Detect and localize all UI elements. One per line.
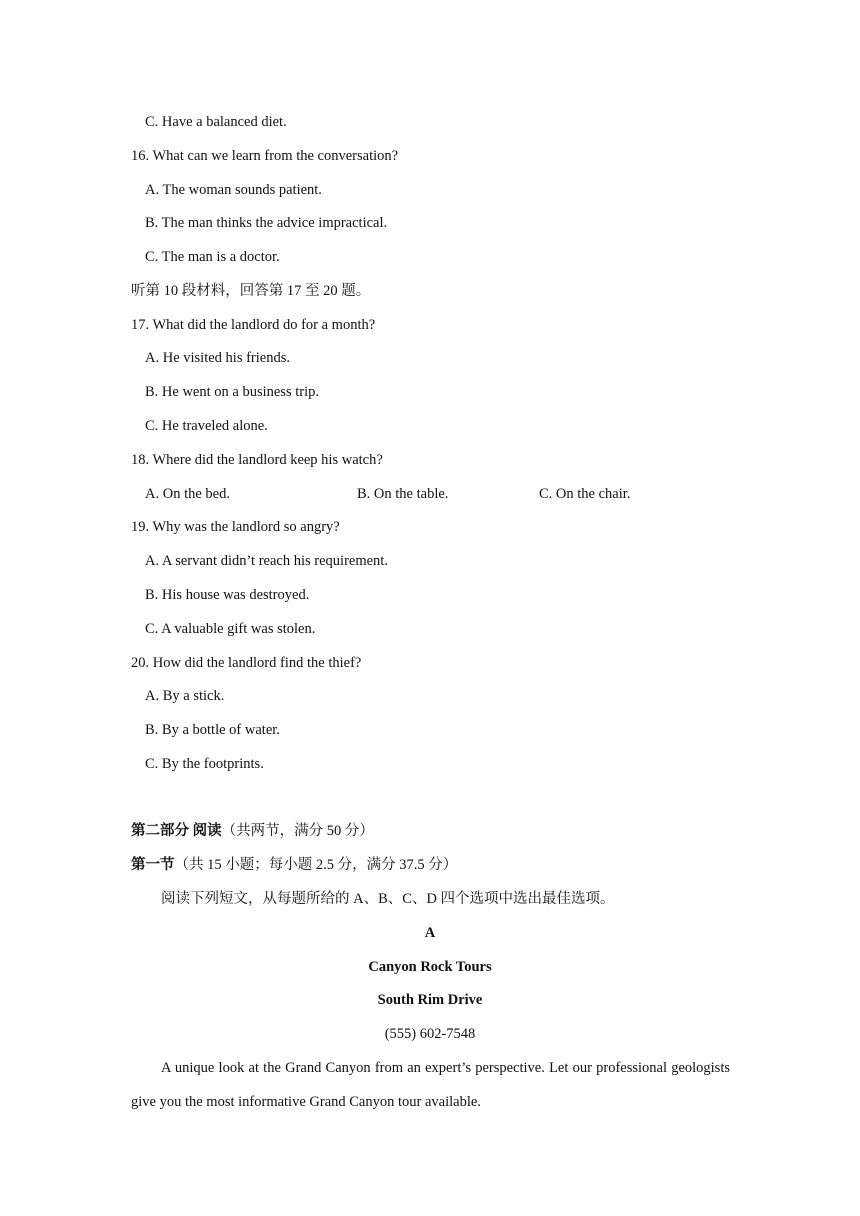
section-one-label: 第一节 <box>131 857 175 873</box>
question-19: 19. Why was the landlord so angry? <box>131 519 340 535</box>
option-19a: A. A servant didn’t reach his requirement. <box>145 553 388 569</box>
option-17b: B. He went on a business trip. <box>145 384 319 400</box>
option-20b: B. By a bottle of water. <box>145 722 280 738</box>
part-two-heading <box>131 821 374 841</box>
passage-title: Canyon Rock Tours <box>368 959 492 975</box>
passage-paragraph: A unique look at the Grand Canyon from an expert’s perspective. Let our professional geologists give you the most informative Grand Canyon tour available. <box>131 1060 730 1110</box>
option-18c: C. On the chair. <box>539 486 631 502</box>
option-17c: C. He traveled alone. <box>145 418 268 434</box>
option-18a: A. On the bed. <box>145 486 230 502</box>
option-18b: B. On the table. <box>357 486 449 502</box>
question-20: 20. How did the landlord find the thief? <box>131 655 362 671</box>
passage-subtitle: South Rim Drive <box>377 992 483 1008</box>
option-16a: A. The woman sounds patient. <box>145 182 322 198</box>
question-17: 17. What did the landlord do for a month? <box>131 317 376 333</box>
section-one-detail: （共 15 小题；每小题 2.5 分，满分 37.5 分） <box>174 857 458 873</box>
reading-instruction: 阅读下列短文，从每题所给的 A、B、C、D 四个选项中选出最佳选项。 <box>161 891 615 907</box>
option-16b: B. The man thinks the advice impractical. <box>145 215 388 231</box>
option-20c: C. By the footprints. <box>145 756 264 772</box>
option-17a: A. He visited his friends. <box>145 350 290 366</box>
option-20a: A. By a stick. <box>145 688 225 704</box>
part-two-label: 第二部分 阅读 <box>131 823 222 839</box>
passage-letter: A <box>424 925 436 941</box>
section-instruction-10: 听第 10 段材料，回答第 17 至 20 题。 <box>131 283 371 299</box>
option-19b: B. His house was destroyed. <box>145 587 310 603</box>
question-18: 18. Where did the landlord keep his watch? <box>131 452 383 468</box>
option-16c: C. The man is a doctor. <box>145 249 280 265</box>
part-two-detail: （共两节，满分 50 分） <box>221 823 374 839</box>
question-16: 16. What can we learn from the conversation? <box>131 148 399 164</box>
option-19c: C. A valuable gift was stolen. <box>145 621 316 637</box>
section-one-heading <box>131 855 457 875</box>
option-15c: C. Have a balanced diet. <box>145 114 287 130</box>
passage-phone: (555) 602-7548 <box>384 1026 476 1042</box>
